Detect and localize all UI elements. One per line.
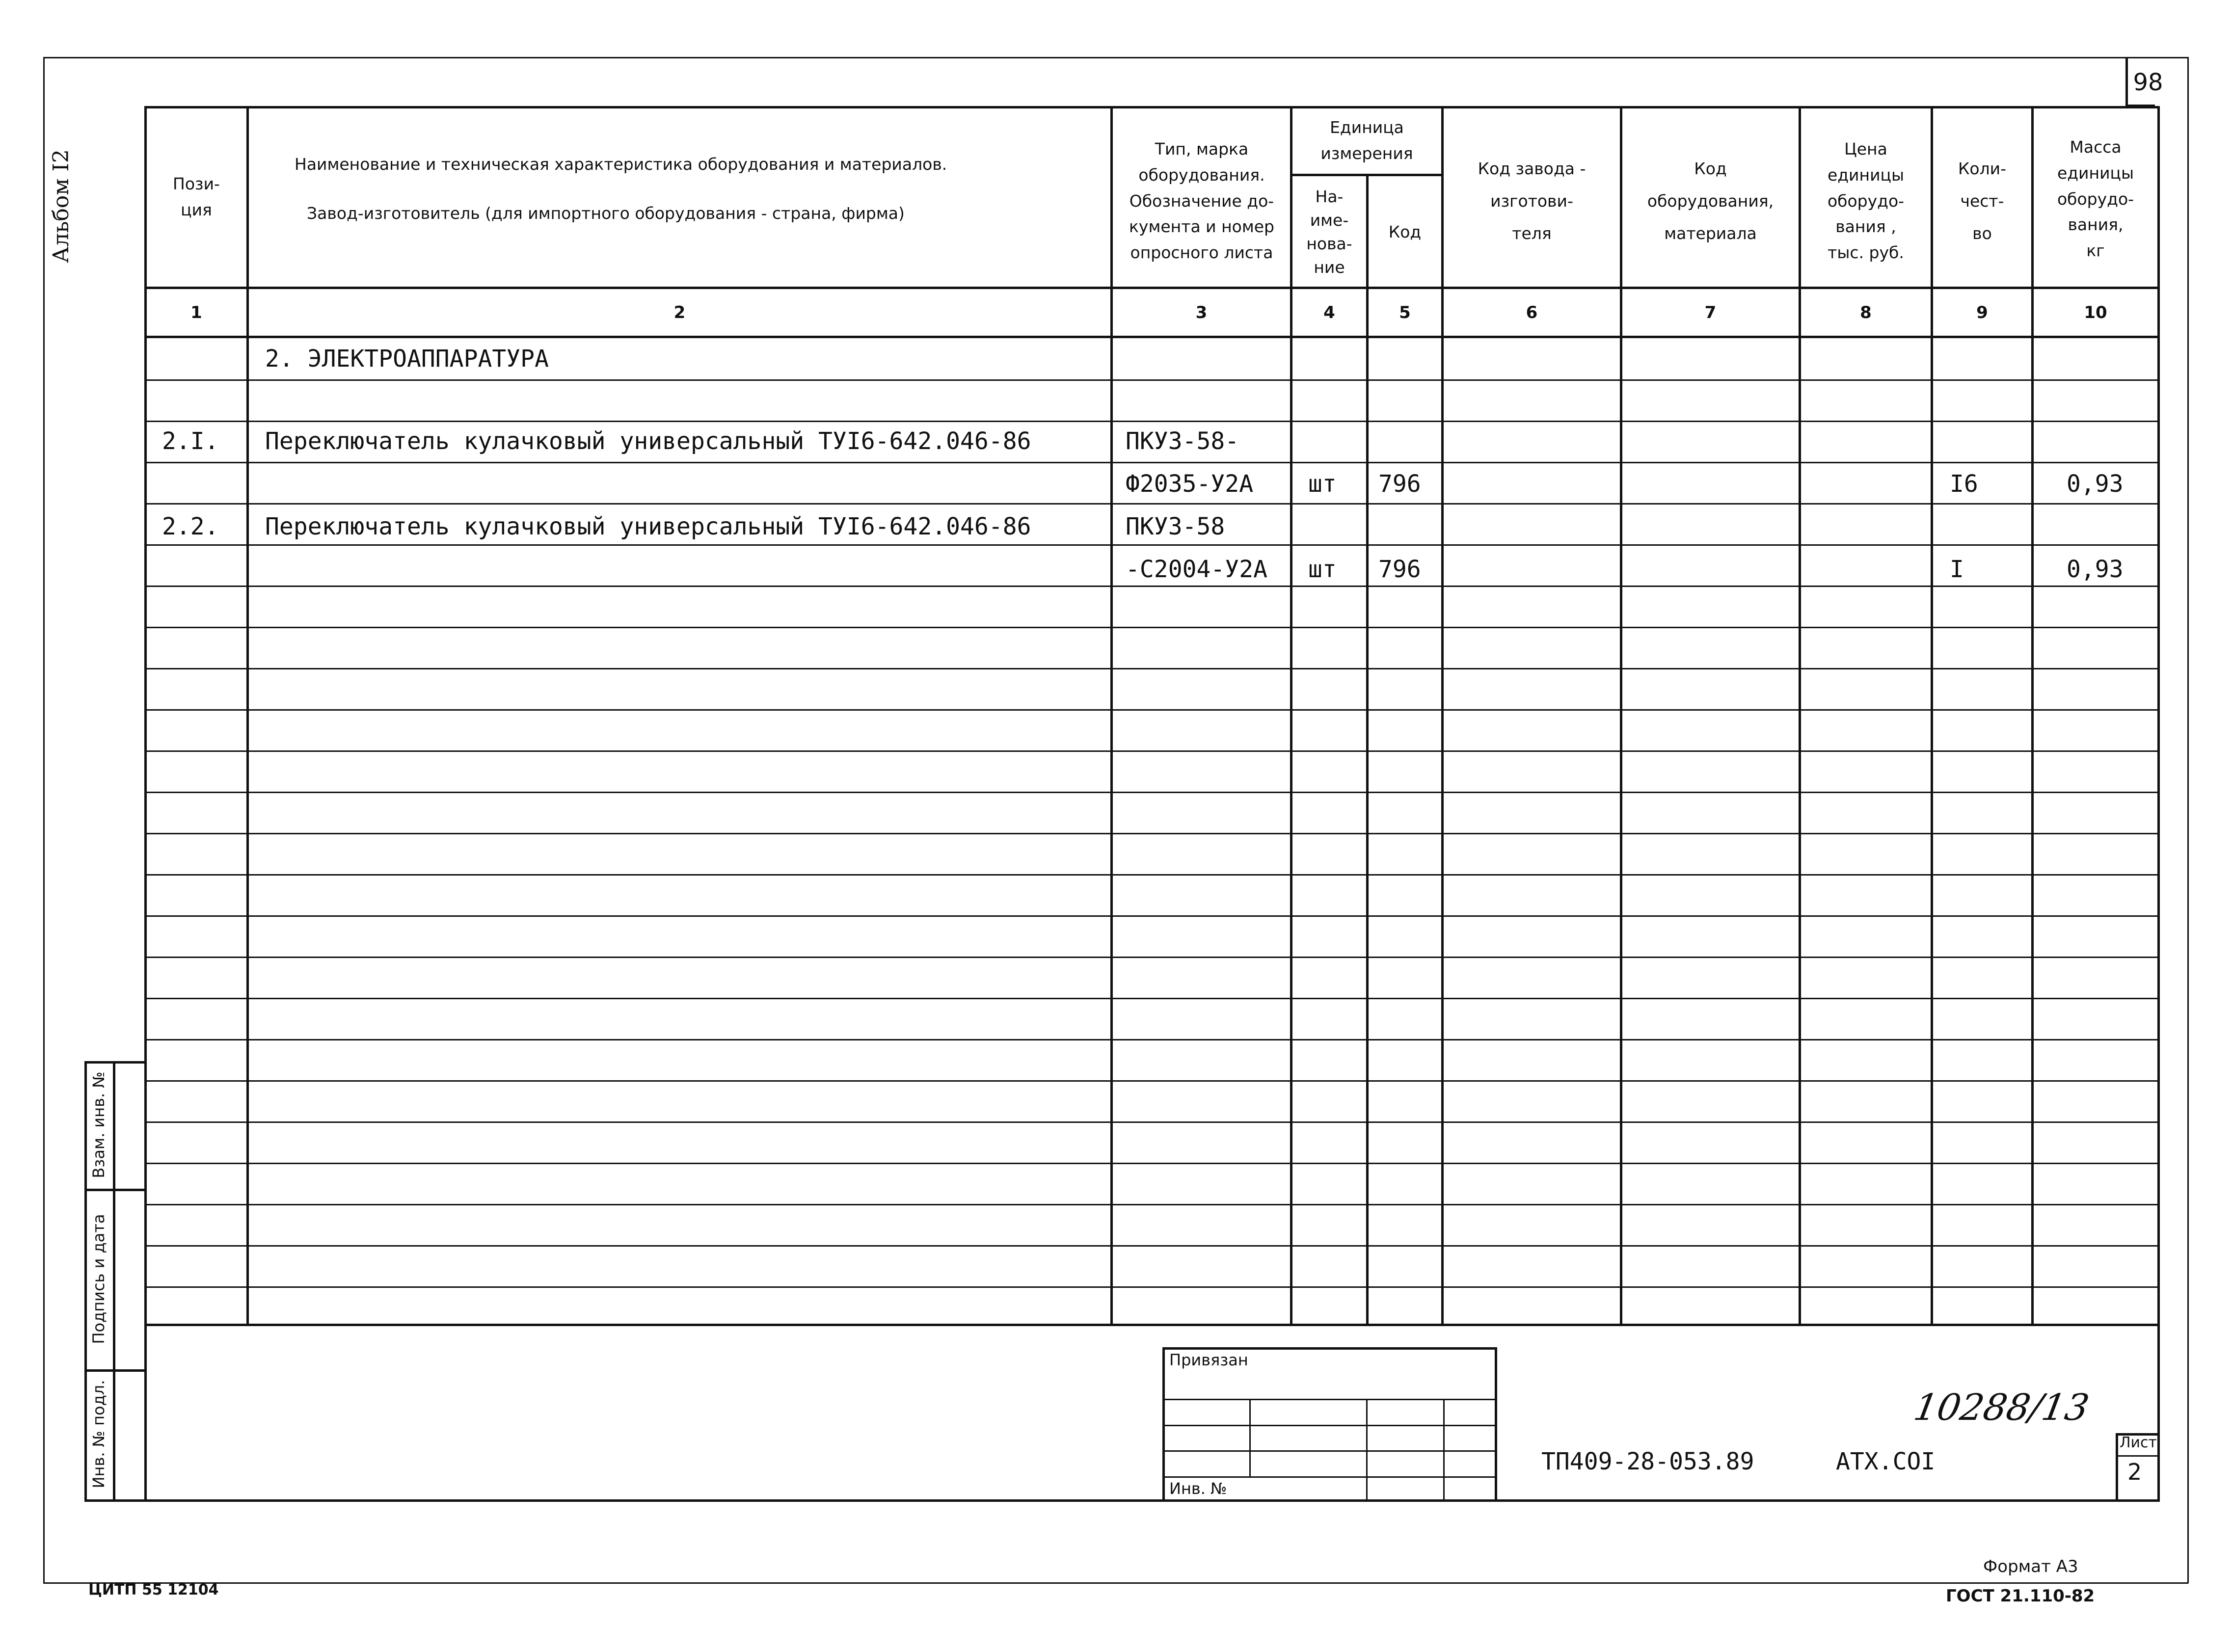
side-stamp-bottom	[84, 1499, 144, 1502]
row-separator	[144, 1080, 2159, 1082]
row-separator	[144, 627, 2159, 628]
row-separator	[144, 1121, 2159, 1123]
row-separator	[144, 709, 2159, 711]
row-4-type: ПКУЗ-58	[1126, 513, 1225, 540]
header-unit-name: На- име- нова- ние	[1306, 187, 1352, 277]
row-separator	[144, 1163, 2159, 1164]
list-label: Лист	[2120, 1434, 2157, 1451]
doc-suffix: АТХ.СОI	[1836, 1448, 1936, 1475]
colnum-bottom-line	[144, 336, 2159, 338]
row-separator	[144, 668, 2159, 669]
side-stamp-signature-date: Подпись и дата	[89, 1214, 108, 1344]
colnum-2: 2	[673, 302, 686, 322]
colnum-9: 9	[1976, 302, 1988, 322]
privyazan-col2	[1366, 1399, 1368, 1500]
privyazan-label: Привязан	[1169, 1351, 1248, 1369]
header-type: Тип, марка оборудования. Обозначение до- кумента и номер опросного листа	[1129, 139, 1275, 263]
row-5-type: -С2004-У2А	[1126, 556, 1267, 583]
row-4-name: Переключатель кулачковый универсальный ТУI6-642.046-86	[265, 513, 1031, 540]
row-5-unit-code: 796	[1378, 556, 1421, 583]
row-separator	[144, 792, 2159, 793]
privyazan-row3	[1162, 1450, 1496, 1452]
row-separator	[144, 1245, 2159, 1247]
row-separator	[144, 750, 2159, 752]
row-separator	[144, 379, 2159, 381]
row-3-mass: 0,93	[2067, 470, 2124, 498]
privyazan-top	[1162, 1347, 1497, 1350]
format-label: Формат А3	[1983, 1557, 2078, 1576]
outer-frame-right	[2187, 57, 2189, 1583]
colnum-3: 3	[1195, 302, 1208, 322]
privyazan-row2	[1162, 1425, 1496, 1426]
doc-code: ТП409-28-053.89	[1541, 1448, 1754, 1475]
outer-frame-top	[43, 57, 2188, 58]
row-separator	[144, 1204, 2159, 1205]
row-separator	[144, 1286, 2159, 1288]
header-unit-group: Единица измерения	[1320, 118, 1413, 163]
outer-frame-left	[43, 57, 45, 1583]
header-mass: Масса единицы оборудо- вания, кг	[2057, 137, 2134, 261]
row-0-name: 2. ЭЛЕКТРОАППАРАТУРА	[265, 345, 549, 373]
outer-frame-bottom	[43, 1582, 2188, 1584]
side-stamp-original-inv: Инв. № подл.	[89, 1380, 108, 1489]
body-bottom-line	[144, 1324, 2159, 1326]
colnum-7: 7	[1704, 302, 1717, 322]
colnum-6: 6	[1526, 302, 1538, 322]
gost-label: ГОСТ 21.110-82	[1946, 1586, 2095, 1606]
header-equipment-code: Код оборудования, материала	[1647, 159, 1774, 243]
sheet-box-left	[2125, 57, 2128, 107]
album-label: Альбом I2	[48, 149, 74, 263]
header-name-line2: Завод-изготовитель (для импортного оборудования - страна, фирма)	[307, 203, 905, 223]
col-div-4	[1366, 174, 1369, 1325]
header-factory-code: Код завода - изготови- теля	[1478, 159, 1586, 243]
row-3-type: Ф2035-У2А	[1126, 470, 1254, 498]
header-quantity: Коли- чест- во	[1958, 159, 2007, 243]
row-separator	[144, 1039, 2159, 1040]
row-3-unit-code: 796	[1378, 470, 1421, 498]
row-separator	[144, 462, 2159, 463]
table-right-border	[2157, 106, 2160, 1502]
row-2-position: 2.I.	[162, 427, 219, 455]
sheet-number: 98	[2133, 69, 2163, 96]
colnum-10: 10	[2084, 302, 2107, 322]
list-box-mid	[2116, 1455, 2159, 1457]
side-stamp-mid	[113, 1061, 115, 1502]
row-2-type: ПКУЗ-58-	[1126, 427, 1239, 455]
row-3-unit: шт	[1308, 470, 1337, 498]
sheet-bottom-line	[144, 1499, 2159, 1502]
privyazan-row1	[1162, 1399, 1496, 1400]
row-5-quantity: I	[1950, 556, 1964, 583]
inv-no-label: Инв. №	[1169, 1479, 1227, 1498]
colnum-1: 1	[190, 302, 202, 322]
row-5-unit: шт	[1308, 556, 1337, 583]
print-mark: ЦИТП 55 12104	[88, 1581, 219, 1599]
header-position: Пози- ция	[173, 174, 220, 219]
row-separator	[144, 874, 2159, 876]
row-2-name: Переключатель кулачковый универсальный ТУI6-642.046-86	[265, 427, 1031, 455]
table-top-border	[144, 106, 2159, 108]
unit-group-divider	[1290, 174, 1441, 176]
colnum-5: 5	[1399, 302, 1411, 322]
row-separator	[144, 998, 2159, 999]
privyazan-col3	[1443, 1399, 1445, 1500]
row-4-position: 2.2.	[162, 513, 219, 540]
row-3-quantity: I6	[1950, 470, 1978, 498]
privyazan-col1	[1249, 1399, 1251, 1476]
header-unit-code: Код	[1388, 222, 1422, 241]
row-5-mass: 0,93	[2067, 556, 2124, 583]
header-name-line1: Наименование и техническая характеристика оборудования и материалов.	[295, 154, 947, 174]
row-separator	[144, 833, 2159, 834]
header-price: Цена единицы оборудо- вания , тыс. руб.	[1827, 139, 1905, 263]
colnum-8: 8	[1860, 302, 1872, 322]
row-separator	[144, 957, 2159, 958]
row-separator	[144, 915, 2159, 917]
side-stamp-replaced-inv: Взам. инв. №	[89, 1071, 108, 1178]
list-box-left	[2116, 1433, 2118, 1502]
handwritten-number: 10288/13	[1910, 1386, 2093, 1429]
list-number: 2	[2127, 1459, 2142, 1485]
colnum-4: 4	[1323, 302, 1335, 322]
privyazan-row4	[1162, 1476, 1496, 1478]
